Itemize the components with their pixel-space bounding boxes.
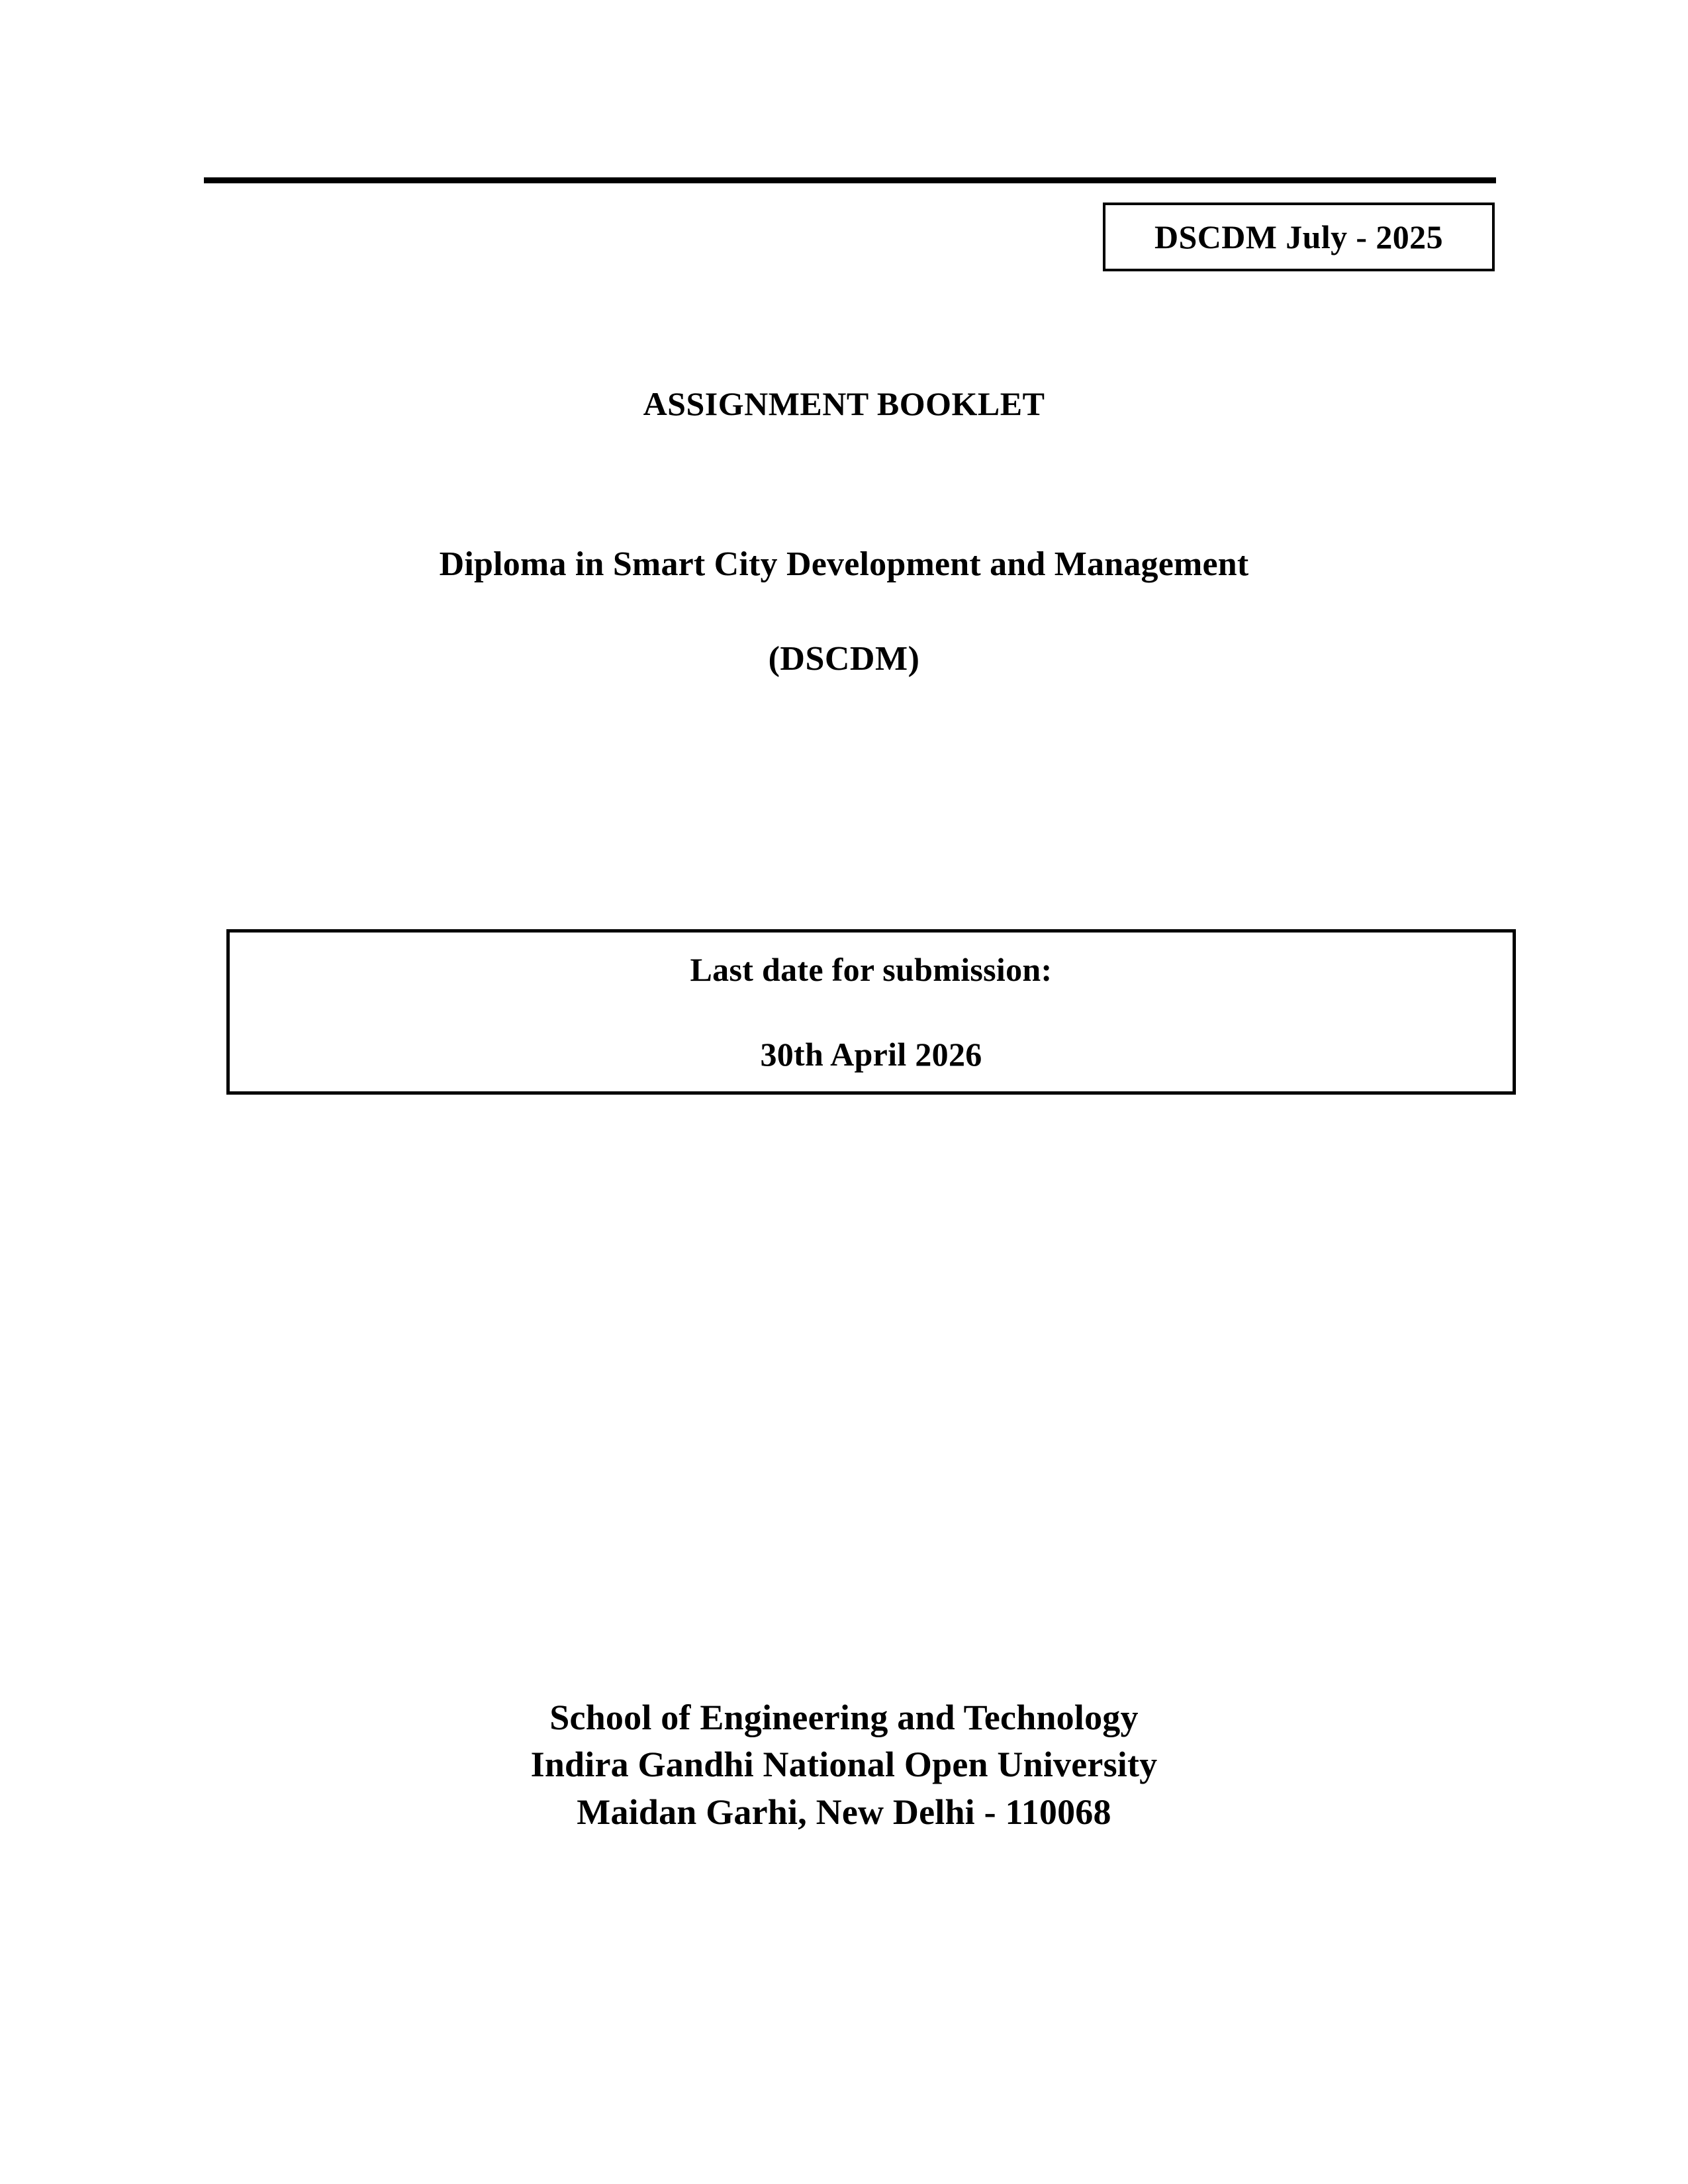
- institution-address: Maidan Garhi, New Delhi - 110068: [577, 1792, 1111, 1832]
- page-title: ASSIGNMENT BOOKLET: [643, 385, 1045, 422]
- submission-deadline-date: 30th April 2026: [760, 1036, 982, 1073]
- institution-school-name: School of Engineering and Technology: [549, 1698, 1139, 1737]
- programme-block: [0, 543, 1688, 680]
- header-horizontal-rule: [204, 177, 1496, 183]
- session-badge-label: DSCDM July - 2025: [1154, 218, 1443, 255]
- institution-block: [0, 1694, 1688, 1836]
- submission-deadline-box: [226, 929, 1516, 1095]
- programme-name: Diploma in Smart City Development and Management: [439, 545, 1249, 583]
- session-badge-box: [1103, 203, 1495, 271]
- institution-university-name: Indira Gandhi National Open University: [530, 1745, 1158, 1785]
- programme-code: (DSCDM): [768, 640, 920, 678]
- submission-deadline-label: Last date for submission:: [690, 951, 1053, 988]
